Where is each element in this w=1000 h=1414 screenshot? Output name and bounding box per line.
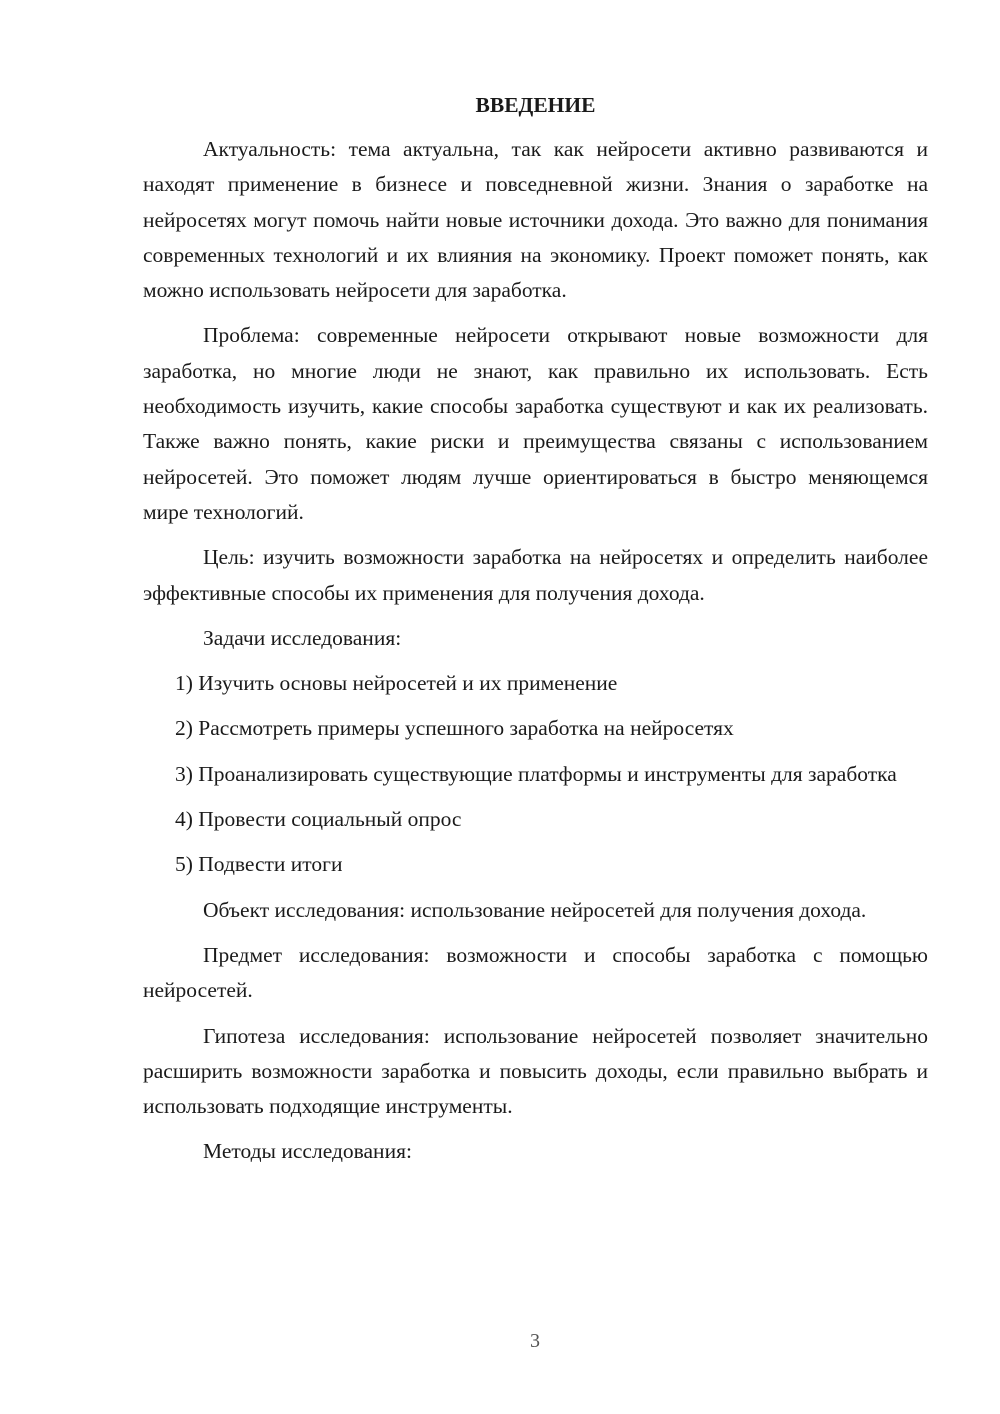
methods-heading: Методы исследования: [203,1139,412,1164]
task-item-2: 2) Рассмотреть примеры успешного заработка на нейросетях [175,716,734,741]
subject-paragraph: Предмет исследования: возможности и способы заработка с помощью нейросетей. [143,942,928,1003]
task-item-1: 1) Изучить основы нейросетей и их применение [175,671,618,696]
task-item-3: 3) Проанализировать существующие платформы и инструменты для заработка [175,761,897,786]
task-item-5: 5) Подвести итоги [175,852,343,877]
task-item-4: 4) Провести социальный опрос [175,807,462,832]
relevance-paragraph: Актуальность: тема актуальна, так как нейросети активно развиваются и находят применение в бизнесе и повседневной жизни. Знания о заработке на нейросетях могут помочь найти новые источники дохода. Это важно для понимания современных технологий и их влияния на экономику. Проект поможет понять, как можно использовать нейросети для заработка. [143,137,928,303]
goal-paragraph: Цель: изучить возможности заработка на нейросетях и определить наиболее эффективные способы их применения для получения дохода. [143,545,928,605]
document-page [143,88,928,1180]
page-title: ВВЕДЕНИЕ [475,93,596,117]
page-number: 3 [530,1330,540,1352]
problem-paragraph: Проблема: современные нейросети открывают новые возможности для заработка, но многие люди не знают, как правильно их использовать. Есть необходимость изучить, какие способы заработка существуют и как их реализовать. Также важно понять, какие риски и преимущества связаны с использованием нейросетей. Это поможет людям лучше ориентироваться в быстро меняющемся мире технологий. [143,323,928,524]
object-paragraph: Объект исследования: использование нейросетей для получения дохода. [203,897,867,922]
tasks-heading: Задачи исследования: [203,625,402,650]
hypothesis-paragraph: Гипотеза исследования: использование нейросетей позволяет значительно расширить возможности заработка и повысить доходы, если правильно выбрать и использовать подходящие инструменты. [143,1023,928,1119]
